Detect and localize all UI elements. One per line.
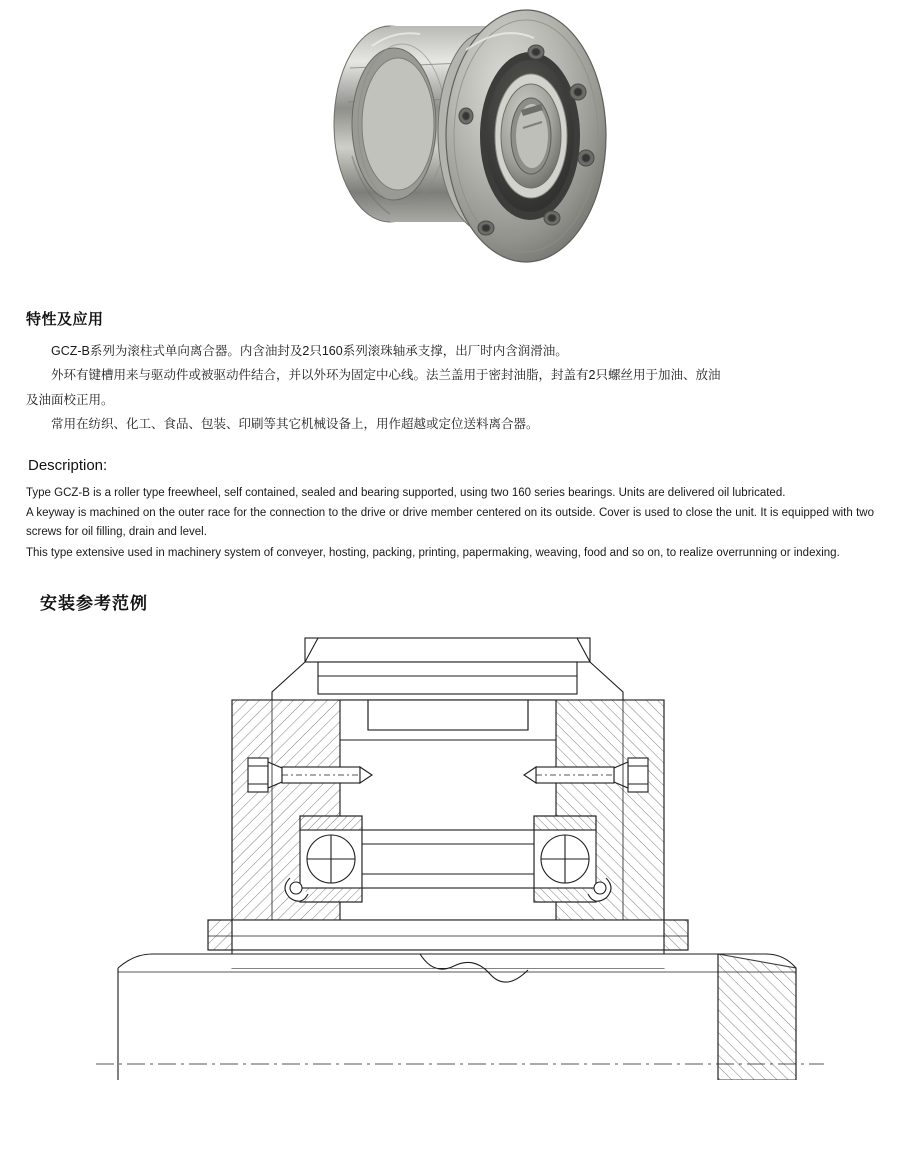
features-heading: 特性及应用 [26, 311, 104, 328]
features-paragraph-2-cont: 及油面校正用。 [26, 392, 114, 407]
description-heading: Description: [28, 456, 108, 474]
installation-heading: 安装参考范例 [40, 594, 148, 614]
description-paragraph-2: A keyway is machined on the outer race for the connection to the drive or drive member centered on its outside. Cover is used to close the unit. It is equipped with two screws for oil filling, drain and level. [26, 507, 874, 539]
gcz-b-freewheel-clutch-photo [290, 6, 610, 291]
features-section [0, 308, 900, 437]
installation-reference-sectional-drawing [0, 620, 900, 1080]
description-paragraph-3: This type extensive used in machinery system of conveyer, hosting, packing, printing, papermaking, weaving, food and so on, to realize overrunning or indexing. [26, 547, 840, 560]
features-paragraph-3: 常用在纺织、化工、食品、包装、印刷等其它机械设备上，用作超越或定位送料离合器。 [51, 417, 539, 432]
description-section [0, 457, 900, 564]
product-photo-section [0, 0, 900, 300]
description-paragraph-1: Type GCZ-B is a roller type freewheel, self contained, sealed and bearing supported, using two 160 series bearings. Units are delivered oil lubricated. [26, 486, 786, 499]
features-paragraph-2: 外环有键槽用来与驱动件或被驱动件结合，并以外环为固定中心线。法兰盖用于密封油脂，封盖有2只螺丝用于加油、放油 [51, 368, 721, 383]
features-paragraph-1: GCZ-B系列为滚柱式单向离合器。内含油封及2只160系列滚珠轴承支撑，出厂时内含润滑油。 [51, 344, 568, 358]
